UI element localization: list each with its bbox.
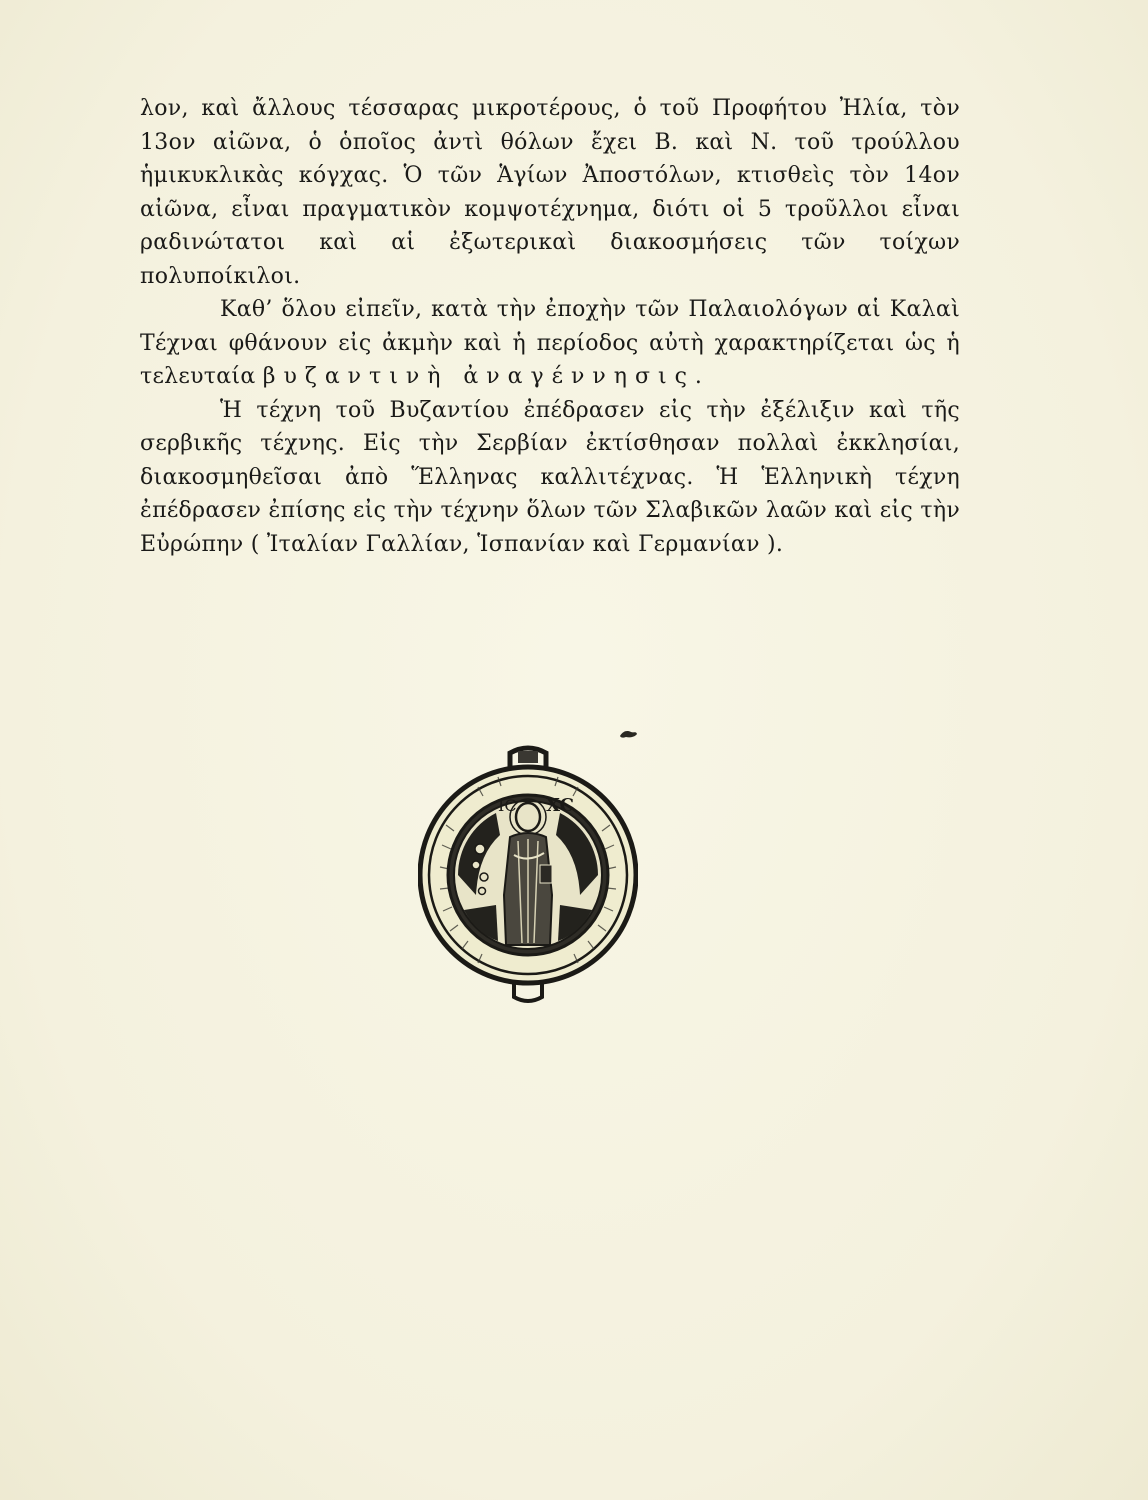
paragraph-2	[140, 293, 960, 394]
ink-speck	[618, 728, 638, 740]
spaced-emphasis-text: βυζαντινὴ ἀναγέννησις.	[262, 364, 710, 389]
paragraph-1-text: λον, καὶ ἄλλους τέσσαρας μικροτέρους, ὁ τοῦ Προφήτου Ἠλία, τὸν 13ον αἰῶνα, ὁ ὁποῖος ἀντὶ θόλων ἔχει Β. καὶ Ν. τοῦ τρούλλου ἡμικυκλικὰς κόγχας. Ὁ τῶν Ἁγίων Ἀποστόλων, κτισθεὶς τὸν 14ον αἰῶνα, εἶναι πραγματικὸν κομψοτέχνημα, διότι οἱ 5 τροῦλλοι εἶναι ραδινώτατοι καὶ αἱ ἐξωτερικαὶ διακοσμήσεις τῶν τοίχων πολυποίκιλοι.	[140, 96, 960, 289]
byzantine-medallion-illustration	[418, 745, 638, 1010]
medallion-inscription-right: XC	[546, 795, 574, 816]
medallion-inscription-left: IC	[498, 796, 517, 815]
paragraph-2-text: Καθ’ ὅλου εἰπεῖν, κατὰ τὴν ἐποχὴν τῶν Παλαιολόγων αἱ Καλαὶ Τέχναι φθάνουν εἰς ἀκμὴν καὶ ἡ περίοδος αὐτὴ χαρακτηρίζεται ὡς ἡ τελευταία	[140, 297, 960, 389]
paragraph-3-text: Ἡ τέχνη τοῦ Βυζαντίου ἐπέδρασεν εἰς τὴν ἐξέλιξιν καὶ τῆς σερβικῆς τέχνης. Εἰς τὴν Σερβίαν ἐκτίσθησαν πολλαὶ ἐκκλησίαι, διακοσμηθεῖσαι ἀπὸ Ἕλληνας καλλιτέχνας. Ἡ Ἑλληνικὴ τέχνη ἐπέδρασεν ἐπίσης εἰς τὴν τέχνην ὅλων τῶν Σλαβικῶν λαῶν καὶ εἰς τὴν Εὐρώπην ( Ἰταλίαν Γαλλίαν, Ἱσπανίαν καὶ Γερμανίαν ).	[140, 397, 960, 557]
paragraph-3	[140, 394, 960, 562]
body-text	[140, 92, 960, 561]
paragraph-1	[140, 92, 960, 293]
